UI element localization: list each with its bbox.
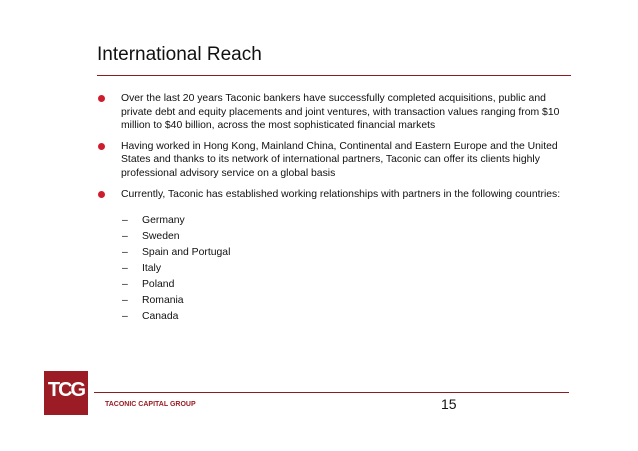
country-name: Spain and Portugal — [142, 247, 231, 258]
country-item — [122, 262, 230, 278]
country-name: Poland — [142, 279, 175, 290]
country-name: Canada — [142, 311, 179, 322]
country-item — [122, 278, 230, 294]
dash-icon: – — [122, 295, 128, 306]
bullet-dot-icon — [98, 143, 105, 150]
country-item — [122, 230, 230, 246]
bullet-dot-icon — [98, 95, 105, 102]
country-name: Romania — [142, 295, 184, 306]
bullet-dot-icon — [98, 191, 105, 198]
dash-icon: – — [122, 263, 128, 274]
country-item — [122, 214, 230, 230]
bullet-item — [97, 92, 577, 133]
country-name: Italy — [142, 263, 162, 274]
slide-title: International Reach — [97, 44, 262, 65]
dash-icon: – — [122, 247, 128, 258]
page-number: 15 — [441, 396, 457, 412]
dash-icon: – — [122, 311, 128, 322]
country-name: Germany — [142, 215, 185, 226]
bullet-text: Over the last 20 years Taconic bankers have successfully completed acquisitions, public and private debt and equity placements and joint ventures, with transaction values ranging from $10 million to $40 billion, across the most sophisticated financial markets — [121, 93, 560, 132]
bullet-text: Having worked in Hong Kong, Mainland China, Continental and Eastern Europe and the United States and thanks to its network of international partners, Taconic can offer its clients highly professional advisory service on a global basis — [121, 140, 558, 179]
country-name: Sweden — [142, 231, 180, 242]
dash-icon: – — [122, 279, 128, 290]
dash-icon: – — [122, 231, 128, 242]
footer-divider — [94, 392, 569, 393]
country-list — [122, 214, 230, 326]
bullet-item — [97, 188, 577, 202]
bullet-item — [97, 140, 577, 181]
tcg-logo-icon — [44, 371, 88, 415]
logo-text: TCG — [47, 379, 85, 401]
bullet-text: Currently, Taconic has established working relationships with partners in the following countries: — [121, 188, 561, 200]
bullet-list — [97, 92, 577, 208]
country-item — [122, 294, 230, 310]
dash-icon: – — [122, 215, 128, 226]
title-divider — [97, 75, 571, 76]
country-item — [122, 246, 230, 262]
country-item — [122, 310, 230, 326]
company-name: TACONIC CAPITAL GROUP — [105, 401, 196, 408]
